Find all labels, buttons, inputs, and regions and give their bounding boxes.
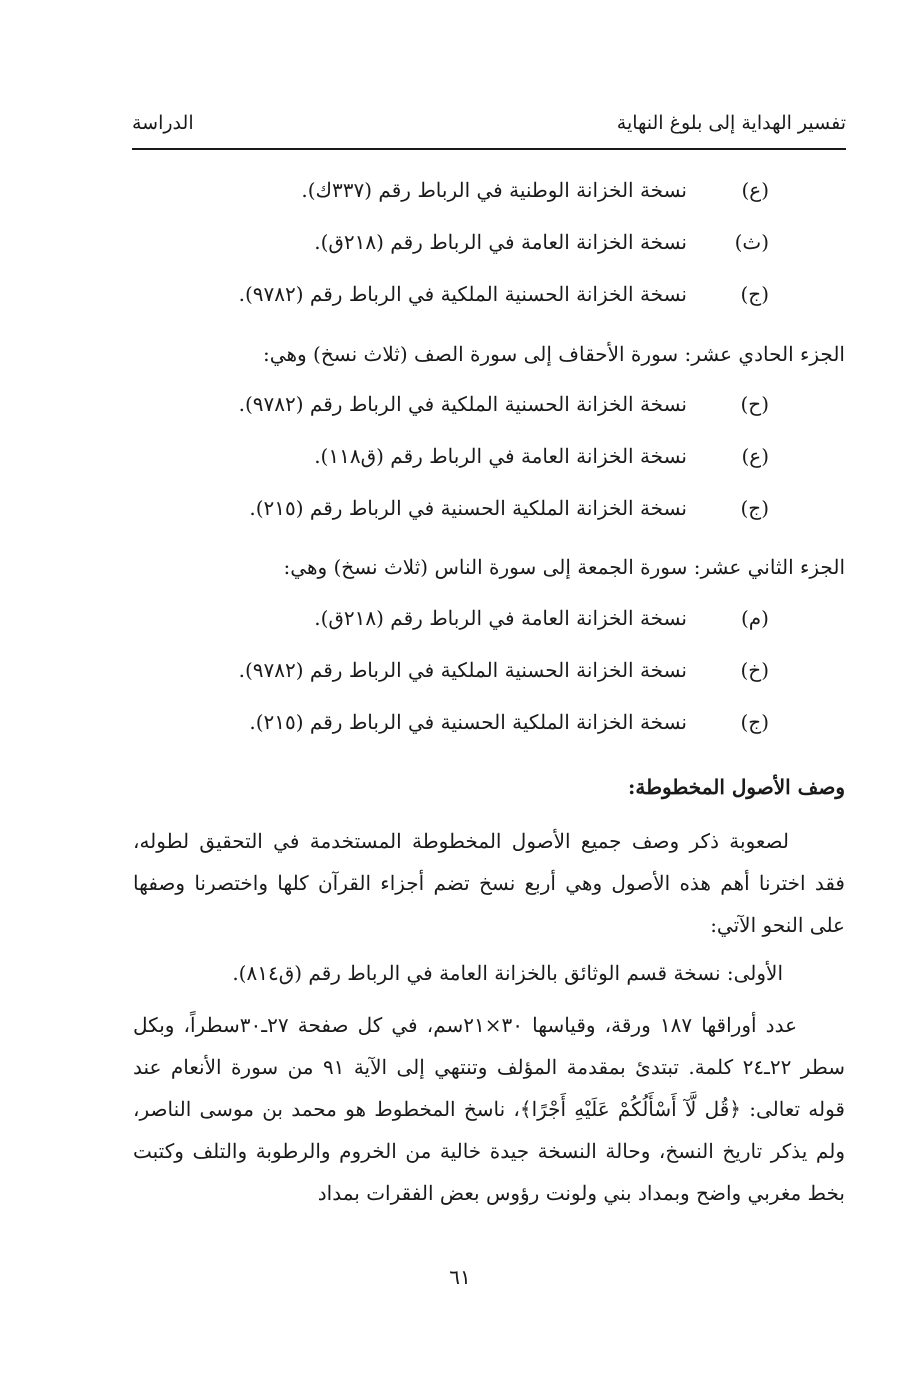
source-text: نسخة الخزانة الحسنية الملكية في الرباط رقم (٩٧٨٢). bbox=[238, 392, 687, 416]
source-siglum: (خ) bbox=[740, 658, 769, 682]
source-text: نسخة الخزانة الملكية الحسنية في الرباط رقم (٢١٥). bbox=[249, 496, 687, 520]
source-item bbox=[239, 277, 769, 311]
running-header-section-title: الدراسة bbox=[132, 112, 194, 134]
source-text: نسخة الخزانة الحسنية الملكية في الرباط رقم (٩٧٨٢). bbox=[238, 658, 687, 682]
source-siglum: (ح) bbox=[740, 392, 769, 416]
source-item bbox=[314, 225, 769, 259]
source-siglum: (م) bbox=[741, 606, 769, 630]
header-divider bbox=[132, 148, 846, 150]
source-item bbox=[314, 439, 769, 473]
page-number: ٦١ bbox=[449, 1265, 471, 1289]
source-item bbox=[239, 387, 769, 421]
source-text: نسخة الخزانة العامة في الرباط رقم (٢١٨ق). bbox=[314, 230, 687, 254]
source-text: نسخة الخزانة الوطنية في الرباط رقم (٣٣٧ك). bbox=[301, 178, 687, 202]
source-item bbox=[239, 653, 769, 687]
source-siglum: (ج) bbox=[740, 282, 769, 306]
source-item bbox=[301, 173, 769, 207]
part-heading: الجزء الحادي عشر: سورة الأحقاف إلى سورة الصف (ثلاث نسخ) وهي: bbox=[263, 342, 845, 366]
source-siglum: (ع) bbox=[741, 444, 769, 468]
paragraph-first-copy: الأولى: نسخة قسم الوثائق بالخزانة العامة في الرباط رقم (ق٨١٤). bbox=[232, 961, 783, 985]
source-item bbox=[249, 705, 769, 739]
source-siglum: (ع) bbox=[741, 178, 769, 202]
source-siglum: (ج) bbox=[740, 710, 769, 734]
paragraph-intro: لصعوبة ذكر وصف جميع الأصول المخطوطة المستخدمة في التحقيق لطوله، فقد اخترنا أهم هذه الأصول وهي أربع نسخ تضم أجزاء القرآن كلها واختصرنا وصفها على النحو الآتي: bbox=[133, 829, 845, 937]
running-header-book-title: تفسير الهداية إلى بلوغ النهاية bbox=[616, 112, 846, 134]
source-text: نسخة الخزانة الحسنية الملكية في الرباط رقم (٩٧٨٢). bbox=[238, 282, 687, 306]
source-text: نسخة الخزانة العامة في الرباط رقم (ق١١٨). bbox=[314, 444, 687, 468]
source-siglum: (ج) bbox=[740, 496, 769, 520]
paragraph-first-copy-description: عدد أوراقها ١٨٧ ورقة، وقياسها ٣٠×٢١سم، في كل صفحة ٢٧ـ٣٠سطراً، وبكل سطر ٢٢ـ٢٤ كلمة. تبتدئ بمقدمة المؤلف وتنتهي إلى الآية ٩١ من سورة الأنعام عند قوله تعالى: ﴿قُل لَّآ أَسْأَلُكُمْ عَلَيْهِ أَجْرًا﴾، ناسخ المخطوط هو محمد بن موسى الناصر، ولم يذكر تاريخ النسخ، وحالة النسخة جيدة خالية من الخروم والرطوبة والتلف وكتبت بخط مغربي واضح وبمداد بني ولونت رؤوس بعض الفقرات بمداد bbox=[133, 1013, 846, 1205]
part-heading: الجزء الثاني عشر: سورة الجمعة إلى سورة الناس (ثلاث نسخ) وهي: bbox=[283, 555, 845, 579]
source-text: نسخة الخزانة الملكية الحسنية في الرباط رقم (٢١٥). bbox=[249, 710, 687, 734]
source-siglum: (ث) bbox=[734, 230, 769, 254]
section-heading: وصف الأصول المخطوطة: bbox=[628, 775, 845, 799]
source-text: نسخة الخزانة العامة في الرباط رقم (٢١٨ق). bbox=[314, 606, 687, 630]
source-item bbox=[314, 601, 769, 635]
running-header bbox=[132, 112, 846, 148]
source-item bbox=[249, 491, 769, 525]
